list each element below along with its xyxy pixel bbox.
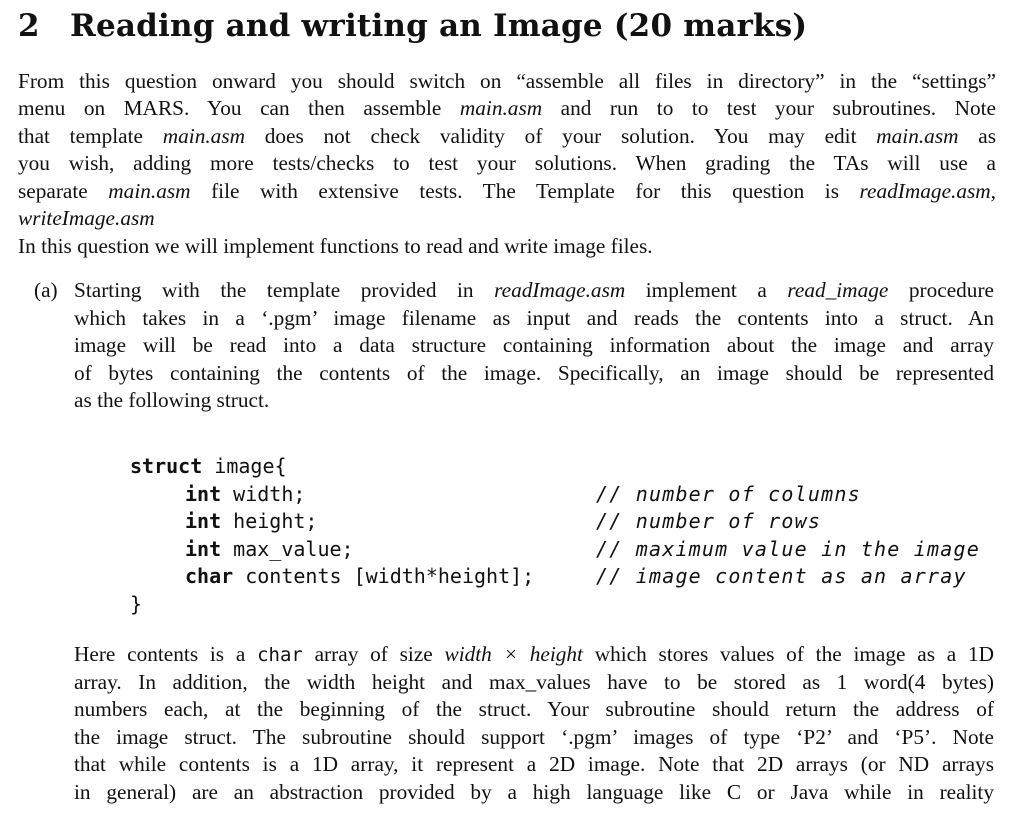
code-line: char contents [width*height];	[185, 564, 535, 588]
part-a-line: as the following struct.	[74, 388, 270, 412]
code-comment: // number of rows	[596, 509, 822, 533]
code-line: }	[130, 591, 143, 616]
part-a-line: which takes in a ‘.pgm’ image filename as input and reads the contents into a struct. An	[74, 305, 994, 330]
section-number: 2	[18, 8, 40, 44]
intro-line: writeImage.asm	[18, 206, 155, 230]
code-line: int height;	[185, 509, 318, 533]
section-heading	[18, 8, 807, 44]
part-a-line: of bytes containing the contents of the image. Specifically, an image should be represented	[74, 360, 994, 385]
code-comment: // number of columns	[596, 481, 861, 506]
code-line: int max_value;	[185, 536, 354, 561]
description-line: array. In addition, the width height and max_values have to be stored as 1 word(4 bytes)	[74, 669, 994, 694]
intro-line: you wish, adding more tests/checks to test your solutions. When grading the TAs will use a	[18, 151, 996, 175]
intro-line: separate main.asm file with extensive tests. The Template for this question is readImage.asm,	[18, 178, 996, 203]
part-a-line: image will be read into a data structure containing information about the image and array	[74, 333, 994, 357]
code-comment: // image content as an array	[596, 564, 967, 588]
code-line: int width;	[185, 481, 306, 506]
code-line: struct image{	[130, 454, 287, 478]
description-line: numbers each, at the beginning of the struct. Your subroutine should return the address of	[74, 697, 994, 721]
intro-line: menu on MARS. You can then assemble main.asm and run to to test your subroutines. Note	[18, 96, 996, 120]
description-line: in general) are an abstraction provided by a high language like C or Java while in reality	[74, 779, 994, 804]
intro-line: From this question onward you should switch on “assemble all files in directory” in the “settings”	[18, 69, 996, 93]
intro-line: In this question we will implement functions to read and write image files.	[18, 233, 653, 258]
description-line: Here contents is a char array of size width × height which stores values of the image as a 1D	[74, 642, 995, 666]
code-comment: // maximum value in the image	[596, 536, 980, 561]
description-line: that while contents is a 1D array, it represent a 2D image. Note that 2D arrays (or ND arrays	[74, 752, 994, 776]
intro-line: that template main.asm does not check validity of your solution. You may edit main.asm as	[18, 123, 996, 148]
section-title: Reading and writing an Image (20 marks)	[70, 8, 808, 44]
part-label: (a)	[34, 278, 58, 302]
description-line: the image struct. The subroutine should support ‘.pgm’ images of type ‘P2’ and ‘P5’. Note	[74, 724, 994, 749]
part-a-line: Starting with the template provided in readImage.asm implement a read_image procedure	[74, 278, 994, 302]
